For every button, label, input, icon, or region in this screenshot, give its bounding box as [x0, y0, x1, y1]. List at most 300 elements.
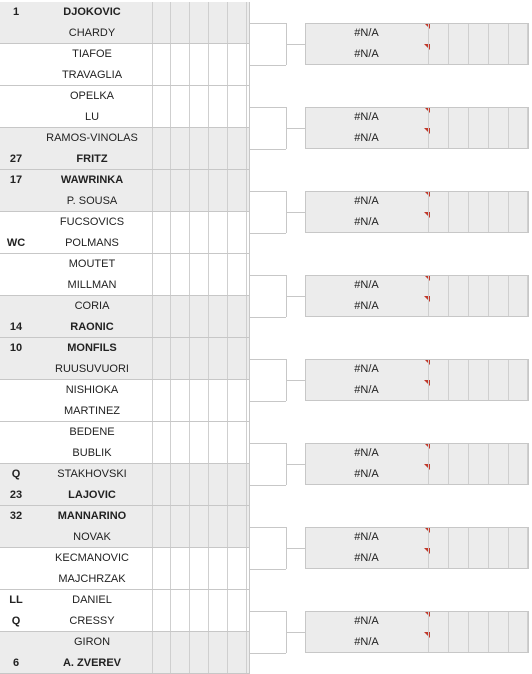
set-score-cell[interactable]: [152, 2, 170, 23]
bracket-line: [250, 443, 286, 444]
bracket-line: [250, 401, 286, 402]
set-score-cell[interactable]: [227, 401, 245, 422]
set-score-cell[interactable]: [170, 464, 188, 485]
set-score-cell[interactable]: [227, 128, 245, 149]
seed-cell[interactable]: 27: [9, 153, 23, 165]
round2-player-cell[interactable]: #N/A: [354, 132, 379, 144]
seed-cell[interactable]: [0, 548, 32, 569]
set-score-cell[interactable]: [170, 86, 188, 107]
set-score-cell[interactable]: [152, 44, 170, 65]
set-score-cell[interactable]: [170, 527, 188, 548]
draw-row[interactable]: [0, 233, 250, 254]
seed-cell[interactable]: [0, 569, 32, 590]
set-score-cell[interactable]: [152, 191, 170, 212]
player-name-cell[interactable]: RUUSUVUORI: [55, 363, 129, 375]
set-score-cell[interactable]: [208, 23, 226, 44]
set-score-cell[interactable]: [189, 191, 207, 212]
set-score-cell[interactable]: [208, 233, 226, 254]
set-score-cell[interactable]: [189, 359, 207, 380]
set-score-cell[interactable]: [227, 527, 245, 548]
seed-cell[interactable]: [0, 296, 32, 317]
bracket-line: [250, 317, 286, 318]
player-name-cell[interactable]: FUCSOVICS: [59, 216, 125, 228]
set-score-cell[interactable]: [170, 128, 188, 149]
set-score-cell[interactable]: [208, 128, 226, 149]
set-score-cell[interactable]: [227, 443, 245, 464]
draw-row[interactable]: [0, 65, 250, 86]
set-score-cell[interactable]: [227, 590, 245, 611]
draw-row[interactable]: [0, 86, 250, 107]
set-score-cell[interactable]: [152, 212, 170, 233]
set-score-cell[interactable]: [189, 338, 207, 359]
bracket-line: [250, 191, 286, 192]
set-score-cell[interactable]: [208, 401, 226, 422]
set-score-cell[interactable]: [227, 548, 245, 569]
set-score-cell[interactable]: [227, 338, 245, 359]
seed-cell[interactable]: [0, 212, 32, 233]
set-score-cell[interactable]: [170, 107, 188, 128]
set-score-cell[interactable]: [227, 275, 245, 296]
set-score-cell[interactable]: [208, 443, 226, 464]
draw-row[interactable]: [0, 275, 250, 296]
set-score-cell[interactable]: [208, 86, 226, 107]
set-score-cell[interactable]: [208, 464, 226, 485]
set-score-cell[interactable]: [152, 548, 170, 569]
seed-cell[interactable]: 32: [9, 510, 23, 522]
draw-row[interactable]: [0, 422, 250, 443]
set-score-cell[interactable]: [152, 485, 170, 506]
set-score-cell[interactable]: [208, 506, 226, 527]
set-score-cell[interactable]: [170, 590, 188, 611]
player-name-cell[interactable]: FRITZ: [76, 153, 108, 165]
set-score-cell[interactable]: [189, 233, 207, 254]
set-score-cell[interactable]: [170, 422, 188, 443]
set-score-cell[interactable]: [227, 422, 245, 443]
set-score-cell[interactable]: [227, 653, 245, 674]
set-score-cell[interactable]: [152, 443, 170, 464]
set-score-cell[interactable]: [152, 401, 170, 422]
bracket-line: [286, 128, 305, 129]
set-score-cell[interactable]: [227, 317, 245, 338]
player-name-cell[interactable]: BUBLIK: [72, 447, 112, 459]
set-score-cell[interactable]: [152, 275, 170, 296]
player-name-cell[interactable]: A. ZVEREV: [62, 657, 122, 669]
seed-cell[interactable]: 23: [9, 489, 23, 501]
set-score-cell[interactable]: [170, 359, 188, 380]
set-score-cell[interactable]: [189, 44, 207, 65]
set-score-cell[interactable]: [170, 44, 188, 65]
set-score-cell[interactable]: [189, 128, 207, 149]
player-name-cell[interactable]: TRAVAGLIA: [61, 69, 123, 81]
seed-cell[interactable]: Q: [11, 468, 21, 480]
round2-player-cell[interactable]: #N/A: [354, 363, 379, 375]
set-score-cell[interactable]: [227, 44, 245, 65]
set-score-cell[interactable]: [170, 170, 188, 191]
player-name-cell[interactable]: DJOKOVIC: [63, 6, 121, 18]
set-score-cell[interactable]: [170, 548, 188, 569]
set-score-cell[interactable]: [189, 548, 207, 569]
round2-player-cell[interactable]: #N/A: [354, 531, 379, 543]
draw-row[interactable]: [0, 590, 250, 611]
round2-player-cell[interactable]: #N/A: [354, 447, 379, 459]
set-score-cell[interactable]: [152, 170, 170, 191]
seed-cell[interactable]: 14: [9, 321, 23, 333]
set-score-cell[interactable]: [170, 569, 188, 590]
set-score-cell[interactable]: [189, 380, 207, 401]
set-score-cell[interactable]: [227, 2, 245, 23]
set-score-cell[interactable]: [189, 23, 207, 44]
seed-cell[interactable]: [0, 65, 32, 86]
set-score-cell[interactable]: [170, 485, 188, 506]
player-name-cell[interactable]: MAJCHRZAK: [58, 573, 126, 585]
set-score-cell[interactable]: [152, 23, 170, 44]
set-score-cell[interactable]: [208, 359, 226, 380]
set-score-cell[interactable]: [152, 317, 170, 338]
player-name-cell[interactable]: LAJOVIC: [68, 489, 116, 501]
set-score-cell[interactable]: [170, 380, 188, 401]
player-name-cell[interactable]: BEDENE: [69, 426, 115, 438]
bracket-line: [250, 107, 286, 108]
set-score-cell[interactable]: [189, 632, 207, 653]
draw-row[interactable]: [0, 506, 250, 527]
draw-row[interactable]: [0, 359, 250, 380]
set-score-cell[interactable]: [152, 527, 170, 548]
seed-cell[interactable]: [0, 23, 32, 44]
round2-player-cell[interactable]: #N/A: [354, 468, 379, 480]
grid-border: [249, 2, 250, 674]
seed-cell[interactable]: LL: [9, 594, 23, 606]
set-score-cell[interactable]: [208, 422, 226, 443]
player-name-cell[interactable]: KECMANOVIC: [55, 552, 129, 564]
set-score-cell[interactable]: [208, 275, 226, 296]
seed-cell[interactable]: [0, 86, 32, 107]
set-score-cell[interactable]: [152, 590, 170, 611]
set-score-cell[interactable]: [152, 632, 170, 653]
seed-cell[interactable]: [0, 632, 32, 653]
set-score-cell[interactable]: [152, 86, 170, 107]
set-score-cell[interactable]: [208, 65, 226, 86]
set-score-cell[interactable]: [189, 527, 207, 548]
bracket-line: [286, 44, 305, 45]
set-score-cell[interactable]: [189, 401, 207, 422]
set-score-cell[interactable]: [227, 464, 245, 485]
set-score-cell[interactable]: [227, 380, 245, 401]
draw-row[interactable]: [0, 128, 250, 149]
draw-row[interactable]: [0, 23, 250, 44]
draw-row[interactable]: [0, 653, 250, 674]
set-score-cell[interactable]: [227, 233, 245, 254]
set-score-cell[interactable]: [189, 2, 207, 23]
set-score-cell[interactable]: [152, 296, 170, 317]
draw-row[interactable]: [0, 191, 250, 212]
round2-player-cell[interactable]: #N/A: [354, 636, 379, 648]
player-name-cell[interactable]: LU: [84, 111, 100, 123]
player-name-cell[interactable]: STAKHOVSKI: [57, 468, 127, 480]
set-score-cell[interactable]: [189, 275, 207, 296]
set-score-cell[interactable]: [152, 380, 170, 401]
set-score-cell[interactable]: [208, 191, 226, 212]
bracket-line: [250, 485, 286, 486]
set-score-cell[interactable]: [208, 569, 226, 590]
bracket-line: [250, 653, 286, 654]
draw-row[interactable]: [0, 149, 250, 170]
set-score-cell[interactable]: [170, 233, 188, 254]
set-score-cell[interactable]: [170, 149, 188, 170]
round2-match-box: [305, 23, 529, 65]
set-score-cell[interactable]: [208, 212, 226, 233]
set-score-cell[interactable]: [227, 506, 245, 527]
set-score-cell[interactable]: [170, 275, 188, 296]
set-score-cell[interactable]: [170, 401, 188, 422]
set-score-cell[interactable]: [189, 254, 207, 275]
set-score-cells: [152, 275, 248, 296]
player-name-cell[interactable]: CRESSY: [69, 615, 115, 627]
set-score-cell[interactable]: [170, 191, 188, 212]
set-score-cell[interactable]: [189, 485, 207, 506]
set-score-cell[interactable]: [208, 527, 226, 548]
round2-match-box: [305, 611, 529, 653]
set-score-cell[interactable]: [152, 254, 170, 275]
draw-row[interactable]: [0, 443, 250, 464]
set-score-cell[interactable]: [227, 569, 245, 590]
set-score-cell[interactable]: [208, 380, 226, 401]
set-score-cell[interactable]: [170, 443, 188, 464]
set-score-cell[interactable]: [170, 296, 188, 317]
player-name-cell[interactable]: CORIA: [74, 300, 110, 312]
draw-row[interactable]: [0, 485, 250, 506]
set-score-cell[interactable]: [227, 107, 245, 128]
set-score-cell[interactable]: [152, 128, 170, 149]
set-score-cells: [152, 170, 248, 191]
set-score-cell[interactable]: [227, 254, 245, 275]
set-score-cell[interactable]: [227, 359, 245, 380]
set-score-cell[interactable]: [208, 254, 226, 275]
set-score-cells: [152, 401, 248, 422]
draw-row[interactable]: [0, 569, 250, 590]
bracket-line: [250, 275, 286, 276]
set-score-cell[interactable]: [208, 149, 226, 170]
round2-player-cell[interactable]: #N/A: [354, 279, 379, 291]
player-name-cell[interactable]: MILLMAN: [67, 279, 117, 291]
seed-cell[interactable]: [0, 359, 32, 380]
draw-row[interactable]: [0, 632, 250, 653]
round2-match-box: [305, 275, 529, 317]
player-name-cell[interactable]: TIAFOE: [72, 48, 112, 60]
set-score-cell[interactable]: [227, 212, 245, 233]
set-score-cell[interactable]: [227, 149, 245, 170]
draw-row[interactable]: [0, 611, 250, 632]
set-score-cell[interactable]: [208, 653, 226, 674]
set-score-cell[interactable]: [227, 632, 245, 653]
player-name-cell[interactable]: MOUTET: [68, 258, 116, 270]
seed-cell[interactable]: 6: [12, 657, 20, 669]
player-name-cell[interactable]: GIRON: [73, 636, 111, 648]
player-name-cell[interactable]: RAMOS-VINOLAS: [46, 132, 138, 144]
seed-cell[interactable]: [0, 380, 32, 401]
set-score-cell[interactable]: [227, 296, 245, 317]
set-score-cell[interactable]: [189, 65, 207, 86]
set-score-cell[interactable]: [189, 443, 207, 464]
draw-row[interactable]: [0, 296, 250, 317]
seed-cell[interactable]: 1: [12, 6, 20, 18]
draw-row[interactable]: [0, 212, 250, 233]
player-name-cell[interactable]: OPELKA: [69, 90, 115, 102]
set-score-cell[interactable]: [152, 611, 170, 632]
player-name-cell[interactable]: NISHIOKA: [65, 384, 119, 396]
set-score-cell[interactable]: [208, 590, 226, 611]
set-score-cell[interactable]: [227, 611, 245, 632]
round2-player-cell[interactable]: #N/A: [354, 300, 379, 312]
seed-cell[interactable]: [0, 128, 32, 149]
draw-row[interactable]: [0, 170, 250, 191]
set-score-cell[interactable]: [227, 191, 245, 212]
set-score-cells: [152, 359, 248, 380]
set-score-cell[interactable]: [189, 653, 207, 674]
player-name-cell[interactable]: RAONIC: [70, 321, 114, 333]
player-name-cell[interactable]: WAWRINKA: [60, 174, 124, 186]
set-score-cell[interactable]: [152, 569, 170, 590]
set-score-cells: [152, 2, 248, 23]
set-score-cell[interactable]: [227, 23, 245, 44]
draw-row[interactable]: [0, 338, 250, 359]
set-score-cell[interactable]: [189, 149, 207, 170]
draw-row[interactable]: [0, 380, 250, 401]
draw-row[interactable]: [0, 548, 250, 569]
set-score-cell[interactable]: [170, 317, 188, 338]
set-score-cell[interactable]: [170, 611, 188, 632]
set-score-cell[interactable]: [189, 422, 207, 443]
set-score-cell[interactable]: [227, 170, 245, 191]
seed-cell[interactable]: [0, 254, 32, 275]
set-score-cell[interactable]: [152, 422, 170, 443]
set-score-cell[interactable]: [227, 485, 245, 506]
set-score-cell[interactable]: [208, 632, 226, 653]
draw-row[interactable]: [0, 107, 250, 128]
set-score-cells: [152, 485, 248, 506]
set-score-cell[interactable]: [189, 590, 207, 611]
set-score-cell[interactable]: [152, 149, 170, 170]
set-score-cell[interactable]: [152, 65, 170, 86]
player-name-cell[interactable]: MONFILS: [67, 342, 117, 354]
set-score-cell[interactable]: [170, 506, 188, 527]
seed-cell[interactable]: 17: [9, 174, 23, 186]
round2-match-box: [305, 107, 529, 149]
seed-cell[interactable]: [0, 275, 32, 296]
round2-player-cell[interactable]: #N/A: [354, 195, 379, 207]
set-score-cell[interactable]: [170, 653, 188, 674]
set-score-cell[interactable]: [189, 107, 207, 128]
seed-cell[interactable]: [0, 107, 32, 128]
set-score-cell[interactable]: [152, 464, 170, 485]
player-name-cell[interactable]: DANIEL: [72, 594, 112, 606]
set-score-cell[interactable]: [170, 338, 188, 359]
draw-row[interactable]: [0, 2, 250, 23]
player-name-cell[interactable]: MANNARINO: [57, 510, 127, 522]
draw-row[interactable]: [0, 464, 250, 485]
seed-cell[interactable]: Q: [11, 615, 21, 627]
seed-cell[interactable]: WC: [6, 237, 26, 249]
set-score-cell[interactable]: [208, 338, 226, 359]
round2-player-cell[interactable]: #N/A: [354, 48, 379, 60]
draw-row[interactable]: [0, 401, 250, 422]
round2-player-cell[interactable]: #N/A: [354, 552, 379, 564]
set-score-cell[interactable]: [208, 44, 226, 65]
bracket-line: [250, 611, 286, 612]
set-score-cell[interactable]: [189, 317, 207, 338]
set-score-cells: [152, 548, 248, 569]
set-score-cell[interactable]: [208, 170, 226, 191]
set-score-cell[interactable]: [208, 611, 226, 632]
set-score-cell[interactable]: [170, 632, 188, 653]
set-score-cell[interactable]: [208, 485, 226, 506]
set-score-cell[interactable]: [189, 569, 207, 590]
set-score-cell[interactable]: [170, 254, 188, 275]
draw-row[interactable]: [0, 317, 250, 338]
set-score-cell[interactable]: [189, 611, 207, 632]
player-name-cell[interactable]: NOVAK: [73, 531, 111, 543]
round2-player-cell[interactable]: #N/A: [354, 384, 379, 396]
set-score-cell[interactable]: [170, 2, 188, 23]
bracket-line: [286, 632, 305, 633]
set-score-cell[interactable]: [152, 107, 170, 128]
seed-cell[interactable]: [0, 527, 32, 548]
set-score-cell[interactable]: [189, 506, 207, 527]
seed-cell[interactable]: [0, 44, 32, 65]
set-score-cell[interactable]: [170, 23, 188, 44]
seed-cell[interactable]: [0, 443, 32, 464]
set-score-cell[interactable]: [189, 86, 207, 107]
set-score-cell[interactable]: [152, 359, 170, 380]
seed-cell[interactable]: 10: [9, 342, 23, 354]
set-score-cells: [152, 128, 248, 149]
seed-cell[interactable]: [0, 191, 32, 212]
round2-player-cell[interactable]: #N/A: [354, 111, 379, 123]
player-name-cell[interactable]: P. SOUSA: [66, 195, 118, 207]
seed-cell[interactable]: [0, 422, 32, 443]
set-score-cell[interactable]: [189, 464, 207, 485]
set-score-cells: [152, 611, 248, 632]
set-score-cells: [152, 44, 248, 65]
set-score-cell[interactable]: [152, 233, 170, 254]
player-name-cell[interactable]: MARTINEZ: [63, 405, 121, 417]
set-score-cell[interactable]: [227, 86, 245, 107]
set-score-cell[interactable]: [208, 2, 226, 23]
set-score-cell[interactable]: [208, 296, 226, 317]
set-score-cell[interactable]: [208, 107, 226, 128]
set-score-cell[interactable]: [189, 212, 207, 233]
round2-player-cell[interactable]: #N/A: [354, 27, 379, 39]
seed-cell[interactable]: [0, 401, 32, 422]
bracket-line: [250, 359, 286, 360]
set-score-cell[interactable]: [189, 170, 207, 191]
draw-row[interactable]: [0, 527, 250, 548]
draw-row[interactable]: [0, 254, 250, 275]
set-score-cell[interactable]: [189, 296, 207, 317]
player-name-cell[interactable]: CHARDY: [68, 27, 116, 39]
set-score-cell[interactable]: [152, 653, 170, 674]
player-name-cell[interactable]: POLMANS: [65, 237, 119, 249]
set-score-cell[interactable]: [170, 65, 188, 86]
set-score-cell[interactable]: [152, 506, 170, 527]
set-score-cell[interactable]: [208, 548, 226, 569]
set-score-cell[interactable]: [208, 317, 226, 338]
round2-player-cell[interactable]: #N/A: [354, 216, 379, 228]
set-score-cell[interactable]: [227, 65, 245, 86]
set-score-cell[interactable]: [152, 338, 170, 359]
set-score-cell[interactable]: [170, 212, 188, 233]
round2-player-cell[interactable]: #N/A: [354, 615, 379, 627]
draw-row[interactable]: [0, 44, 250, 65]
